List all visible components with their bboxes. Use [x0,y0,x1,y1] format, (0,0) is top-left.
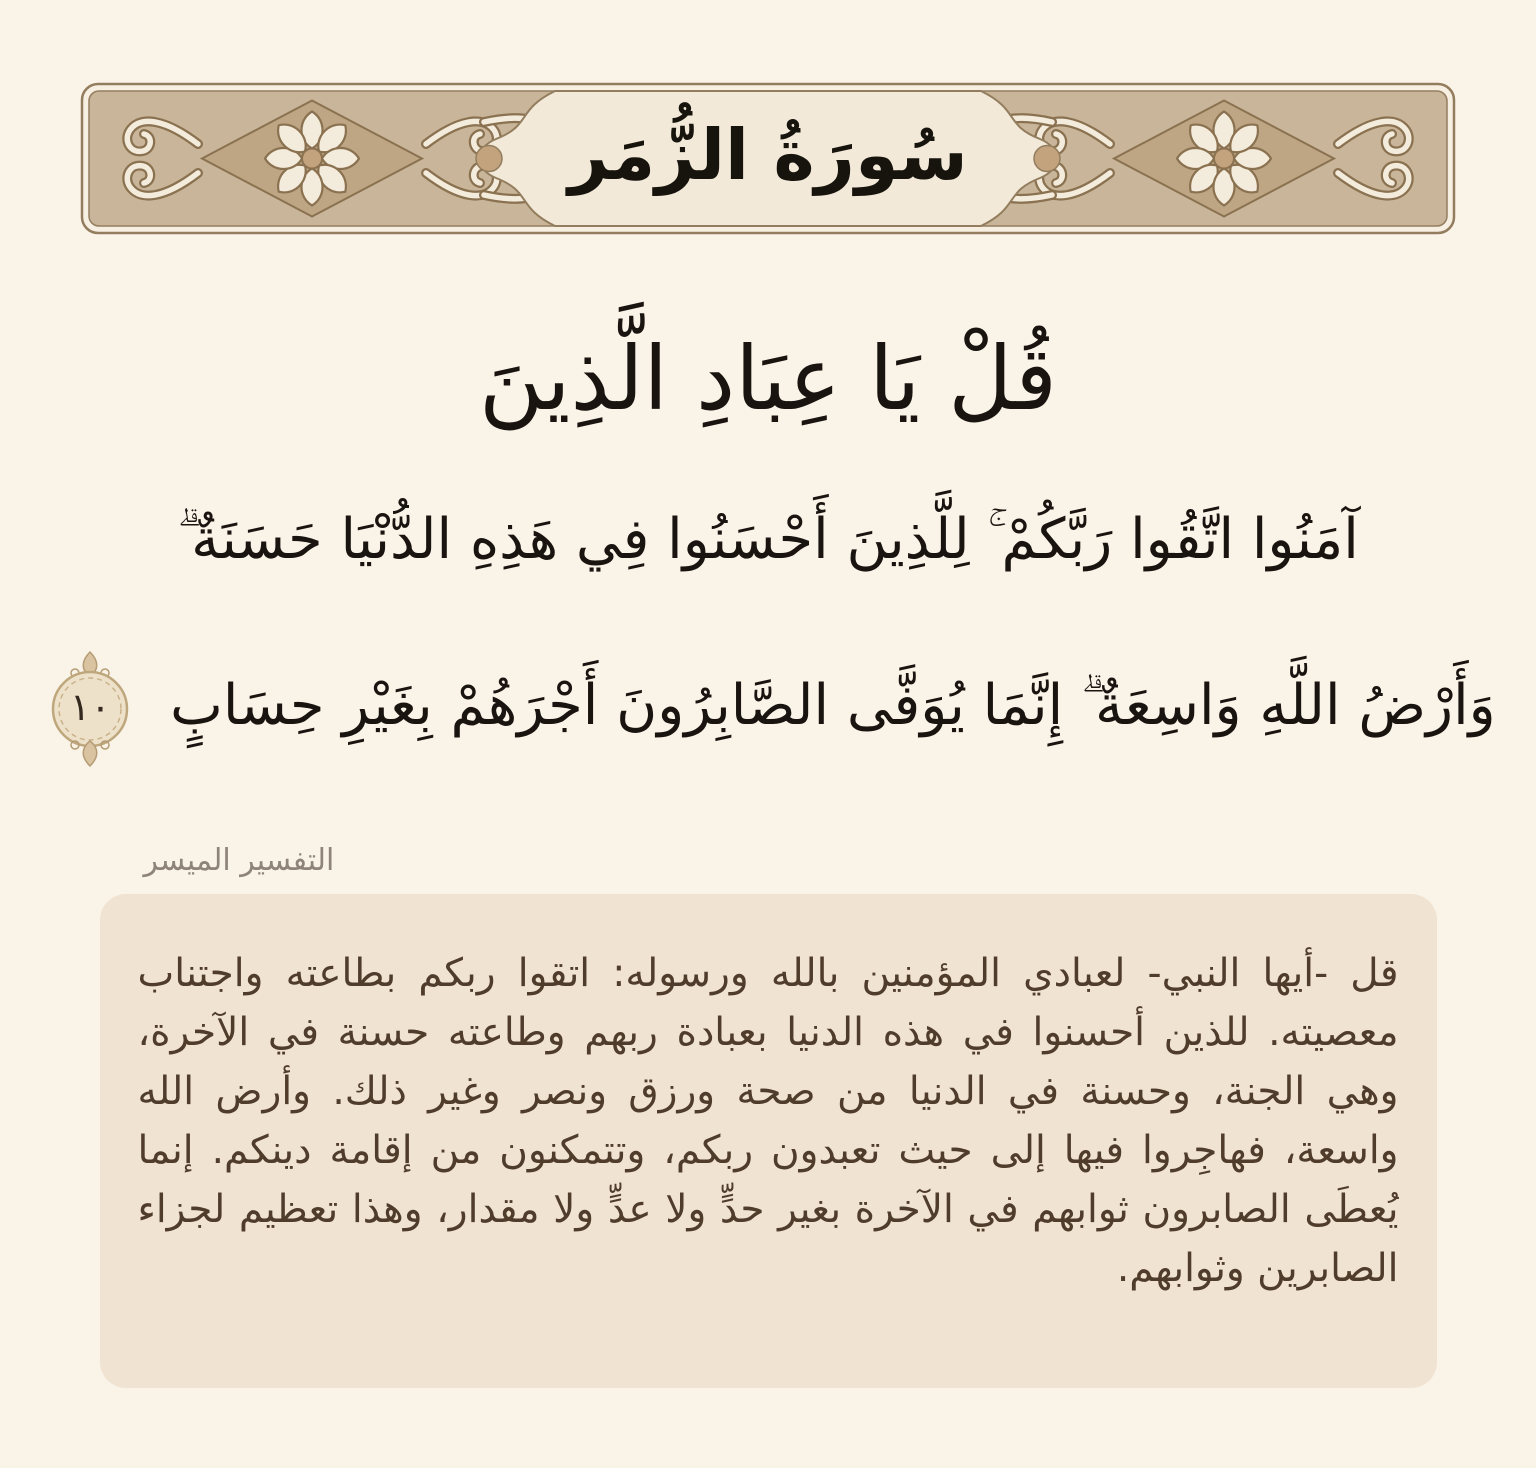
tafsir-panel [100,894,1437,1388]
tafsir-source-label: التفسير الميسر [143,843,335,878]
tafsir-text: قل -أيها النبي- لعبادي المؤمنين بالله ورسوله: اتقوا ربكم بطاعته واجتناب معصيته. للذين أحسنوا في هذه الدنيا بعبادة ربهم وطاعته حسنة في الآخرة، وهي الجنة، وحسنة في الدنيا من صحة ورزق ونصر وغير ذلك. وأرض الله واسعة، فهاجِروا فيها إلى حيث تعبدون ربكم، وتتمكنون من إقامة دينكم. إنما يُعطَى الصابرون ثوابهم في الآخرة بغير حدٍّ ولا عدٍّ ولا مقدار، وهذا تعظيم لجزاء الصابرين وثوابهم. [137,951,1399,1291]
surah-title-banner [80,82,1456,235]
surah-title: سُورَةُ الزُّمَر [568,113,968,196]
ayah-number-marker [44,650,136,768]
verse-line-3-text: وَأَرْضُ اللَّهِ وَاسِعَةٌ ۗ إِنَّمَا يُوَفَّى الصَّابِرُونَ أَجْرَهُمْ بِغَيْرِ حِسَابٍ [170,673,1496,738]
verse-block [0,301,1536,789]
ayah-number: ١٠ [69,684,111,729]
verse-line-1: قُلْ يَا عِبَادِ الَّذِينَ [479,327,1057,430]
tafsir-label-row [100,843,1437,878]
verse-line-3 [0,623,1536,789]
page[interactable] [0,82,1536,1468]
verse-line-2: آمَنُوا اتَّقُوا رَبَّكُمْ ۚ لِلَّذِينَ أَحْسَنُوا فِي هَذِهِ الدُّنْيَا حَسَنَةٌ ۗ [177,507,1359,572]
